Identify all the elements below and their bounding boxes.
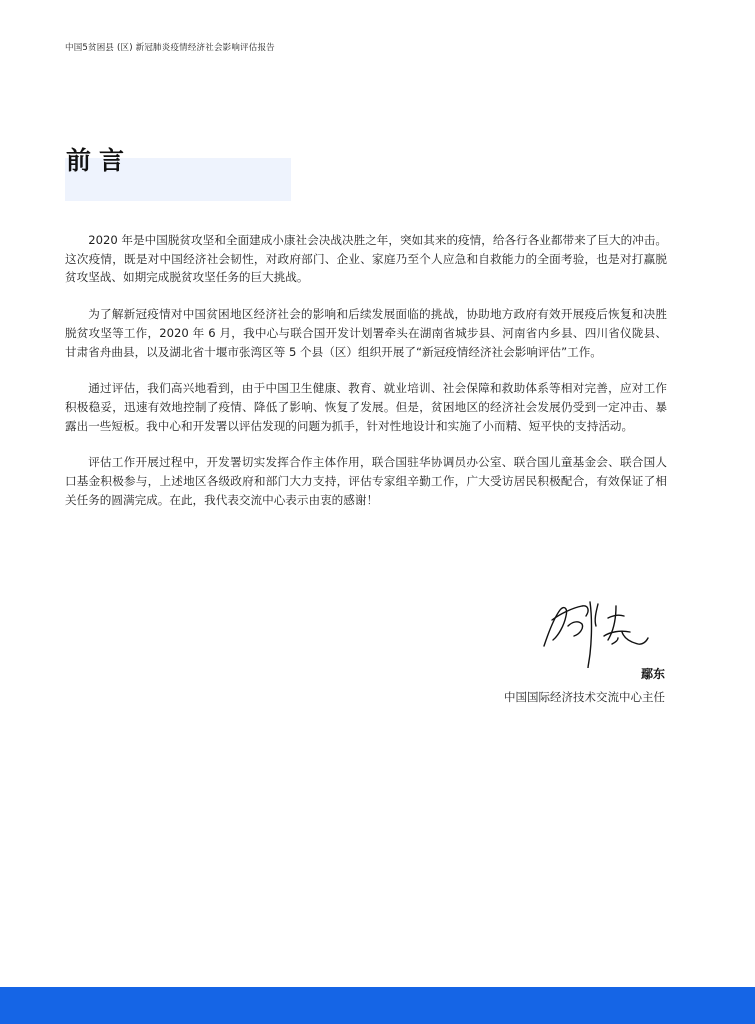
footer-band: [0, 987, 755, 1024]
paragraph: 2020 年是中国脱贫攻坚和全面建成小康社会决战决胜之年，突如其来的疫情，给各行各业都带来了巨大的冲击。这次疫情，既是对中国经济社会韧性，对政府部门、企业、家庭乃至个人应急和自救能力的全面考验，也是对打赢脱贫攻坚战、如期完成脱贫攻坚任务的巨大挑战。: [65, 233, 667, 285]
handwritten-signature: [538, 596, 653, 668]
signer-title: 中国国际经济技术交流中心主任: [504, 690, 665, 704]
foreword-body: [65, 231, 667, 527]
running-header: 中国5贫困县 (区) 新冠肺炎疫情经济社会影响评估报告: [65, 43, 275, 53]
signer-name: 鄢东: [640, 667, 665, 681]
paragraph: 通过评估，我们高兴地看到，由于中国卫生健康、教育、就业培训、社会保障和救助体系等相对完善，应对工作积极稳妥，迅速有效地控制了疫情、降低了影响、恢复了发展。但是，贫困地区的经济社会发展仍受到一定冲击、暴露出一些短板。我中心和开发署以评估发现的问题为抓手，针对性地设计和实施了小而精、短平快的支持活动。: [65, 381, 667, 433]
paragraph: 为了解新冠疫情对中国贫困地区经济社会的影响和后续发展面临的挑战，协助地方政府有效开展疫后恢复和决胜脱贫攻坚等工作，2020 年 6 月，我中心与联合国开发计划署牵头在湖南省城步县、河南省内乡县、四川省仪陇县、甘肃省舟曲县，以及湖北省十堰市张湾区等 5 个县（区）组织开展了“新冠疫情经济社会影响评估”工作。: [65, 307, 667, 359]
page-title: 前言: [66, 146, 133, 175]
paragraph: 评估工作开展过程中，开发署切实发挥合作主体作用，联合国驻华协调员办公室、联合国儿童基金会、联合国人口基金积极参与，上述地区各级政府和部门大力支持，评估专家组辛勤工作，广大受访居民积极配合，有效保证了相关任务的圆满完成。在此，我代表交流中心表示由衷的感谢！: [65, 455, 667, 507]
